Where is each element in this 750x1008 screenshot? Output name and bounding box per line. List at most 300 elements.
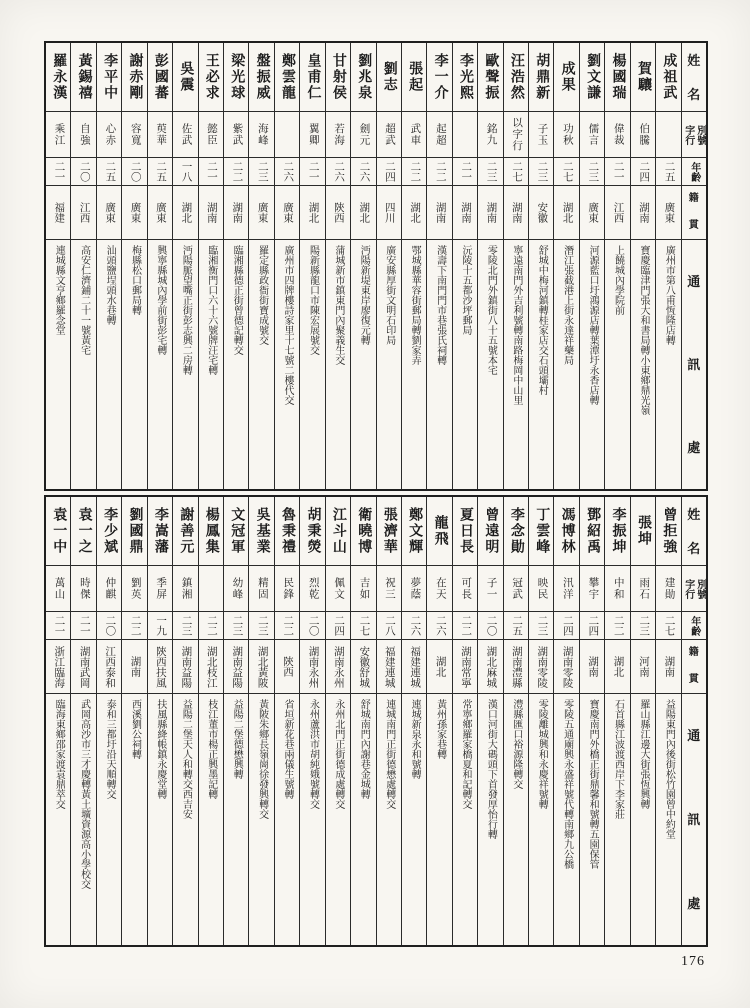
person-origin: 廣東 [256,202,268,223]
person-column [452,43,477,489]
person-name: 龍飛 [432,515,448,547]
person-name-cell [224,497,248,565]
person-address-cell [199,239,223,489]
person-column [426,43,451,489]
person-address-cell [377,239,401,489]
person-column [503,497,528,945]
person-alias-cell [504,565,528,611]
person-alias: 以字行 [511,117,523,152]
person-name: 皇甫仁 [305,53,321,101]
person-age-cell [326,611,350,639]
person-age: 二一 [460,161,472,182]
person-alias: 銘九 [485,123,497,146]
person-age: 二四 [638,161,650,182]
person-name: 張起 [407,61,423,93]
header-alias-sub-label: 字行 [682,124,694,145]
person-address-cell [529,693,553,945]
person-column [121,43,146,489]
person-address: 臨湘衡門口六十六號牌汪宅轉 [205,245,217,375]
person-alias: 佐武 [180,123,192,146]
person-age-cell [148,611,172,639]
person-name-cell [351,43,375,111]
person-column [46,43,70,489]
person-column [325,43,350,489]
person-age-cell [275,611,299,639]
person-origin: 湖南 [459,202,471,223]
person-name-cell [605,43,629,111]
person-origin: 廣東 [104,202,116,223]
person-alias: 佩文 [333,577,345,600]
person-alias-cell [148,111,172,157]
header-alias-cell [682,565,706,611]
person-age: 二二 [206,615,218,636]
person-column [299,497,324,945]
person-age-cell [173,157,197,185]
person-name: 黃錫禧 [76,53,92,101]
person-address-cell [427,239,451,489]
person-alias: 功秋 [561,123,573,146]
person-alias-cell [504,111,528,157]
person-origin-cell [580,185,604,239]
person-column [401,497,426,945]
person-name: 曾遠明 [483,507,499,555]
person-origin: 湖南益陽 [180,645,192,688]
person-age-cell [580,157,604,185]
person-origin-cell [71,185,95,239]
person-alias-cell [605,111,629,157]
person-age-cell [97,157,121,185]
header-address-cell [682,693,706,945]
person-address-cell [351,693,375,945]
person-name: 丁雲峰 [534,507,550,555]
person-origin-cell [377,185,401,239]
person-alias: 偉裁 [612,123,624,146]
person-age-cell [199,611,223,639]
person-alias-cell [656,565,680,611]
header-alias-sub-label: 字行 [682,578,694,599]
person-column [70,497,95,945]
person-name-cell [427,43,451,111]
person-address-cell [122,693,146,945]
person-address: 舒城中梅河鎮轉桂家店交石頭壩村 [536,245,548,395]
person-column [198,497,223,945]
person-alias-cell [580,565,604,611]
person-address-cell [478,693,502,945]
person-age: 二三 [256,615,268,636]
person-address-cell [427,693,451,945]
person-name: 魯秉禮 [280,507,296,555]
person-age-cell [427,611,451,639]
person-address: 潛江張截港上街永達祥藥局 [561,245,573,365]
person-alias: 乘江 [53,123,65,146]
person-column [503,43,528,489]
person-name: 李平中 [102,53,118,101]
person-address: 羅山縣江邊大街張恆興轉 [637,699,649,809]
person-address-cell [199,693,223,945]
person-address: 泰和三都圩沿天順轉交 [104,699,116,799]
person-address-cell [631,693,655,945]
person-address: 連城南門正街德懋處轉交 [383,699,395,809]
person-address-cell [453,693,477,945]
person-address: 梅縣松口郵局轉 [129,245,141,315]
person-origin-cell [199,639,223,693]
person-alias-cell [631,565,655,611]
person-alias: 劉英 [129,577,141,600]
person-alias-cell [478,565,502,611]
person-age: 二六 [333,161,345,182]
person-origin: 湖南 [129,656,141,677]
person-origin-cell [605,185,629,239]
person-name-cell [46,43,70,111]
person-address: 枝江董市楊正興墨記轉 [205,699,217,799]
person-address: 陽新縣龍口市陳宏展號交 [307,245,319,355]
person-address-cell [122,239,146,489]
person-origin: 湖南永州 [307,645,319,688]
person-name: 李振坤 [610,507,626,555]
person-address: 寧遠南門外吉利號轉南路梅岡中山里 [510,245,522,405]
person-age: 二七 [511,161,523,182]
person-alias-cell [326,111,350,157]
person-origin-cell [97,639,121,693]
person-alias: 在天 [434,577,446,600]
person-origin-cell [300,185,324,239]
person-age-cell [122,611,146,639]
person-age: 二七 [358,615,370,636]
person-age-cell [605,157,629,185]
person-alias-cell [580,111,604,157]
header-alias-label: 別號 [694,578,706,599]
person-address: 沅陵十五都沙坪郵局 [459,245,471,335]
person-alias-cell [427,565,451,611]
person-age-cell [529,157,553,185]
header-name-label: 姓 名 [687,506,701,556]
person-alias-cell [122,565,146,611]
person-name-cell [351,497,375,565]
person-origin-cell [427,185,451,239]
person-address: 黃陂朱鄉長嶺崗徐發興轉交 [256,699,268,819]
person-name: 吳震 [178,61,194,93]
person-address-cell [71,239,95,489]
directory-table-top [44,41,708,491]
person-address-cell [656,693,680,945]
person-address-cell [656,239,680,489]
person-alias-cell [224,111,248,157]
person-alias: 心赤 [104,123,116,146]
person-address: 省垣新花巷兩儀生號轉 [282,699,294,799]
person-name-cell [148,43,172,111]
person-column [223,43,248,489]
person-age-cell [173,611,197,639]
person-origin-cell [402,185,426,239]
person-column [274,43,299,489]
directory-table-bottom [44,495,708,947]
person-address-cell [249,239,273,489]
person-address: 汕頭鹽埕頭水巷轉 [104,245,116,325]
person-age-cell [529,611,553,639]
person-origin: 浙江臨海 [53,645,65,688]
person-address-cell [71,693,95,945]
person-address: 漢壽下南門門市巷張氏祠轉 [434,245,446,365]
person-alias-cell [529,111,553,157]
person-name: 楊國瑞 [610,53,626,101]
person-alias-cell [427,111,451,157]
header-column [681,497,706,945]
person-alias-cell [351,565,375,611]
person-age: 二二 [409,161,421,182]
person-column [248,43,273,489]
person-name-cell [554,497,578,565]
person-name: 盤振威 [254,53,270,101]
person-address: 河源藍口圩鴻源店轉葉潭圩永香店轉 [587,245,599,405]
person-column [630,43,655,489]
person-age: 二〇 [129,161,141,182]
person-column [350,497,375,945]
person-age-cell [122,157,146,185]
person-age-cell [224,611,248,639]
header-origin-label: 籍 貫 [688,193,699,231]
person-origin-cell [326,639,350,693]
person-origin-cell [580,639,604,693]
person-age: 二七 [663,615,675,636]
person-name-cell [377,497,401,565]
person-name-cell [122,497,146,565]
person-age-cell [453,611,477,639]
person-name: 李一介 [432,53,448,101]
person-name-cell [275,497,299,565]
person-alias-cell [46,111,70,157]
person-age: 一八 [180,161,192,182]
person-name-cell [97,497,121,565]
person-origin-cell [224,639,248,693]
header-origin-cell [682,639,706,693]
person-alias: 冠武 [511,577,523,600]
person-origin: 湖南永州 [332,645,344,688]
person-name: 歐聲振 [483,53,499,101]
person-origin-cell [148,185,172,239]
person-origin-cell [402,639,426,693]
person-age: 二〇 [78,161,90,182]
person-name: 胡秉熒 [305,507,321,555]
person-age-cell [199,157,223,185]
person-origin-cell [275,639,299,693]
person-alias: 紫武 [231,123,243,146]
person-age-cell [148,157,172,185]
person-column [401,43,426,489]
person-age-cell [46,611,70,639]
person-name-cell [326,43,350,111]
person-age: 二四 [587,615,599,636]
person-address-cell [97,239,121,489]
person-name: 鄭文輝 [407,507,423,555]
person-origin-cell [504,185,528,239]
person-name-cell [97,43,121,111]
person-alias-cell [97,111,121,157]
person-alias: 伯騰 [638,123,650,146]
person-alias-cell [402,111,426,157]
person-name: 梁光球 [229,53,245,101]
person-address: 益陽二堡天人和轉交西吉安 [180,699,192,819]
person-alias: 夢蔭 [409,577,421,600]
person-name-cell [71,497,95,565]
person-alias: 幼峰 [231,577,243,600]
person-age-cell [249,611,273,639]
person-origin: 湖北 [409,202,421,223]
person-column [604,43,629,489]
person-address: 連城縣文亨鄉羅念堂 [53,245,65,335]
person-origin: 湖北枝江 [205,645,217,688]
person-column [274,497,299,945]
person-origin-cell [46,185,70,239]
person-age: 二六 [282,161,294,182]
person-column [223,497,248,945]
person-origin-cell [453,185,477,239]
person-name-cell [504,497,528,565]
person-alias: 建勛 [663,577,675,600]
person-address-cell [478,239,502,489]
person-address-cell [377,693,401,945]
header-name-label: 姓 名 [687,52,701,102]
person-origin: 江西 [612,202,624,223]
person-name-cell [326,497,350,565]
person-name: 成果 [559,61,575,93]
person-alias-cell [554,111,578,157]
person-origin: 河南 [637,656,649,677]
person-age-cell [504,157,528,185]
header-age-label: 年齡 [688,615,700,636]
person-name-cell [199,43,223,111]
person-address-cell [148,693,172,945]
person-age: 二六 [434,615,446,636]
person-alias-cell [554,565,578,611]
person-origin-cell [46,639,70,693]
person-origin: 湖北麻城 [485,645,497,688]
person-address-cell [46,693,70,945]
person-column [655,497,680,945]
person-age-cell [631,611,655,639]
person-age-cell [580,611,604,639]
person-alias: 子一 [485,577,497,600]
person-alias: 儒言 [587,123,599,146]
person-name-cell [478,497,502,565]
person-column [350,43,375,489]
person-age: 二六 [409,615,421,636]
person-name-cell [300,43,324,111]
person-name-cell [554,43,578,111]
person-age-cell [377,157,401,185]
person-name: 李嵩藩 [152,507,168,555]
person-address: 蒲城新市鎮東門內聚義生交 [332,245,344,365]
person-address: 扶風縣絳帳鎮永慶堂轉 [154,699,166,799]
person-origin-cell [554,185,578,239]
person-name-cell [249,43,273,111]
person-address: 黃州孫家巷轉 [434,699,446,759]
person-address: 石首縣江波渡西岸下李家莊 [612,699,624,819]
person-origin: 安徽舒城 [358,645,370,688]
person-alias: 時傑 [78,577,90,600]
header-origin-cell [682,185,706,239]
person-alias-cell [326,565,350,611]
person-alias-cell [71,111,95,157]
person-name-cell [580,497,604,565]
person-name-cell [300,497,324,565]
person-age: 二四 [333,615,345,636]
header-age-label: 年齡 [688,161,700,182]
person-name: 謝赤剛 [127,53,143,101]
person-address-cell [554,693,578,945]
person-age-cell [478,157,502,185]
person-column [426,497,451,945]
person-name-cell [275,43,299,111]
person-age-cell [631,157,655,185]
person-age-cell [504,611,528,639]
person-alias-cell [605,565,629,611]
person-origin: 江西 [78,202,90,223]
person-origin-cell [97,185,121,239]
person-origin: 湖北 [434,656,446,677]
person-address-cell [529,239,553,489]
person-alias-cell [71,565,95,611]
person-age: 二二 [231,161,243,182]
person-address-cell [173,239,197,489]
person-age: 二三 [536,615,548,636]
person-origin-cell [351,185,375,239]
person-address-cell [326,693,350,945]
person-age: 二五 [104,161,116,182]
person-origin-cell [605,639,629,693]
person-column [121,497,146,945]
person-age-cell [97,611,121,639]
person-address: 永州蘆洪市胡純娥號轉交 [307,699,319,809]
person-origin-cell [249,185,273,239]
person-alias: 武車 [409,123,421,146]
person-name-cell [199,497,223,565]
person-age: 二二 [129,615,141,636]
person-name: 江斗山 [330,507,346,555]
person-age-cell [71,611,95,639]
person-alias: 仲麒 [104,577,116,600]
person-origin: 廣東 [663,202,675,223]
person-name: 文冠軍 [229,507,245,555]
person-alias-cell [199,111,223,157]
person-address-cell [402,239,426,489]
person-age-cell [300,157,324,185]
person-name: 鄭雲龍 [280,53,296,101]
person-alias: 容寬 [129,123,141,146]
person-alias: 自強 [78,123,90,146]
person-alias-cell [122,111,146,157]
person-origin-cell [377,639,401,693]
person-name: 李念勛 [508,507,524,555]
person-age: 二二 [282,615,294,636]
person-name-cell [605,497,629,565]
person-address: 廣安縣厚街文明石印局 [383,245,395,345]
person-origin: 廣東 [282,202,294,223]
person-address-cell [580,693,604,945]
person-age-cell [605,611,629,639]
person-origin: 陝西扶風 [154,645,166,688]
person-column [147,497,172,945]
person-age-cell [249,157,273,185]
person-age-cell [377,611,401,639]
person-age: 二六 [358,161,370,182]
person-address: 上饒城內學院前 [612,245,624,315]
person-origin-cell [122,185,146,239]
person-alias-cell [631,111,655,157]
person-column [655,43,680,489]
person-age: 二一 [206,161,218,182]
person-name-cell [656,497,680,565]
person-name: 劉兆泉 [356,53,372,101]
